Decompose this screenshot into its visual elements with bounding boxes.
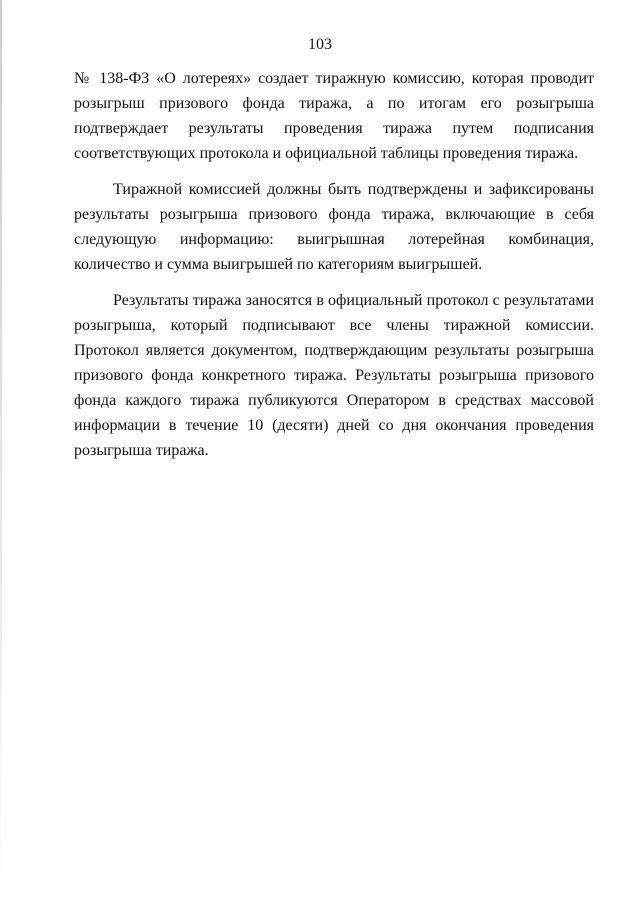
paragraph-commission-results: Тиражной комиссией должны быть подтверждены и зафиксированы результаты розыгрыша призового фонда тиража, включающие в себя следующую информацию: выигрышная лотерейная комбинация, количество и сумма выигрышей по категориям выигрышей.: [74, 181, 594, 273]
document-body: [74, 66, 594, 474]
scan-edge: [0, 0, 2, 907]
paragraph-official-protocol: Результаты тиража заносятся в официальный протокол с результатами розыгрыша, который подписывают все члены тиражной комиссии. Протокол является документом, подтверждающим результаты розыгрыша призового фонда конкретного тиража. Результаты розыгрыша призового фонда каждого тиража публикуются Оператором в средствах массовой информации в течение 10 (десяти) дней со дня окончания проведения розыгрыша тиража.: [74, 292, 594, 459]
page-number: 103: [308, 36, 332, 53]
paragraph-continuation: № 138-ФЗ «О лотереях» создает тиражную комиссию, которая проводит розыгрыш призового фонда тиража, а по итогам его розыгрыша подтверждает результаты проведения тиража путем подписания соответствующих протокола и официальной таблицы проведения тиража.: [74, 70, 594, 162]
